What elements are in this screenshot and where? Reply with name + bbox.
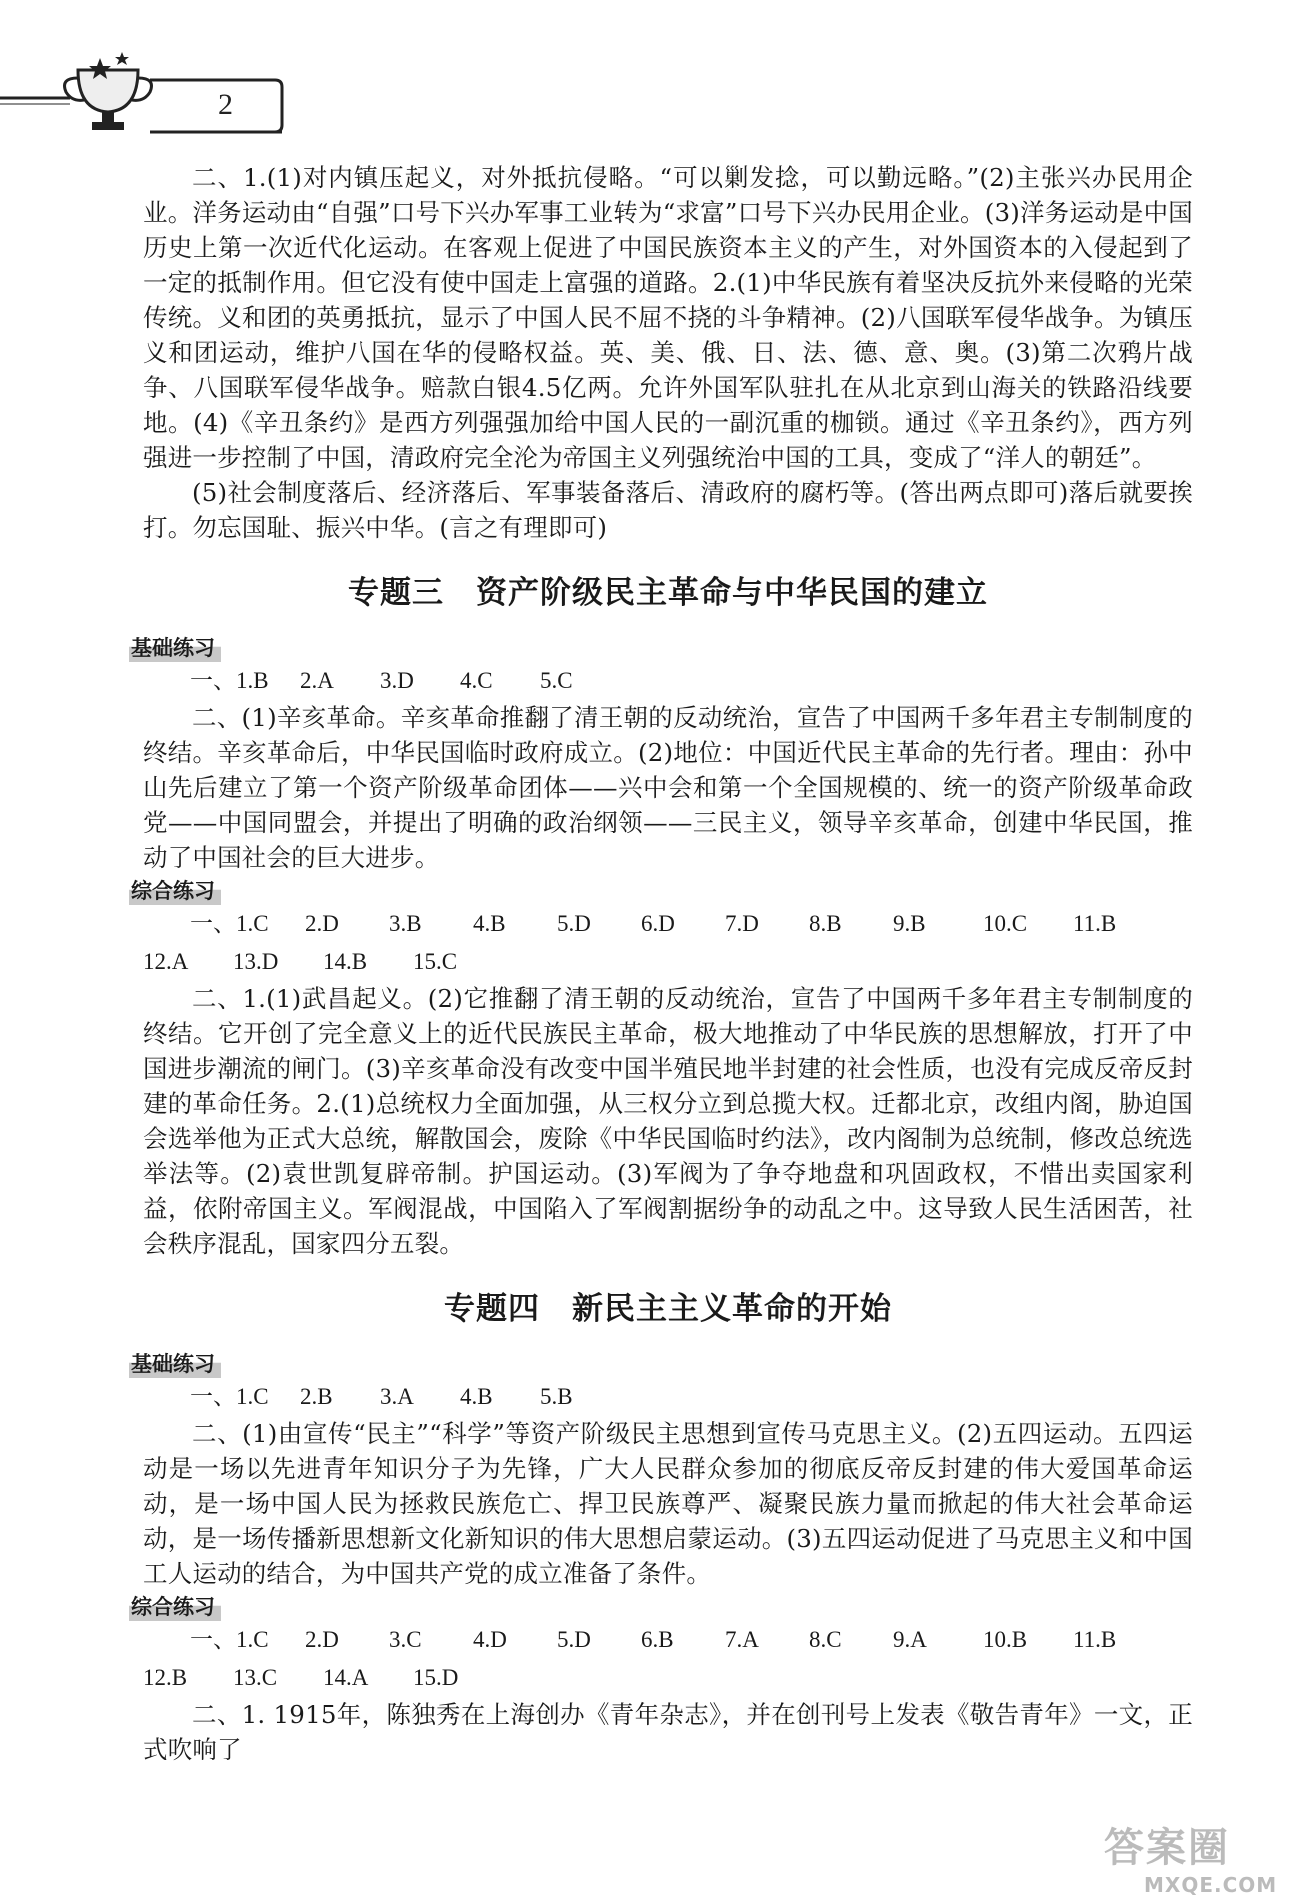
answer-item: 一、1.C [190,911,269,936]
basic-practice-label: 基础练习 [129,1350,221,1378]
answer-row [143,905,1193,943]
comprehensive-practice-label: 综合练习 [129,877,221,905]
answer-item: 3.B [389,911,422,936]
answer-item: 7.D [725,911,759,936]
answer-item: 12.A [143,949,189,974]
answer-item: 8.B [809,911,842,936]
watermark-url: MXQE.COM [1144,1873,1278,1897]
answer-item: 13.D [233,949,279,974]
trophy-header-graphic [0,0,1294,140]
answer-item: 2.D [305,911,339,936]
answer-item: 5.D [557,911,591,936]
answer-item: 3.A [380,1384,414,1409]
answer-item: 12.B [143,1665,188,1690]
section-title-4: 专题四 新民主主义革命的开始 [444,1291,892,1327]
answer-item: 5.B [540,1384,573,1409]
answer-item: 10.C [983,911,1028,936]
page-header [0,0,1294,140]
answer-item: 4.B [460,1384,493,1409]
comprehensive-practice-label: 综合练习 [129,1593,221,1621]
paragraph: 二、1. 1915年，陈独秀在上海创办《青年杂志》，并在创刊号上发表《敬告青年》一文，正式吹响了 [143,1700,1193,1764]
page-number: 2 [218,88,233,121]
answer-item: 10.B [983,1627,1028,1652]
paragraph: 二、1.(1)对内镇压起义，对外抵抗侵略。“可以剿发捻，可以勤远略。”(2)主张兴办民用企业。洋务运动由“自强”口号下兴办军事工业转为“求富”口号下兴办民用企业。(3)洋务运动是中国历史上第一次近代化运动。在客观上促进了中国民族资本主义的产生，对外国资本的入侵起到了一定的抵制作用。但它没有使中国走上富强的道路。2.(1)中华民族有着坚决反抗外来侵略的光荣传统。义和团的英勇抵抗，显示了中国人民不屈不挠的斗争精神。(2)八国联军侵华战争。为镇压义和团运动，维护八国在华的侵略权益。英、美、俄、日、法、德、意、奥。(3)第二次鸦片战争、八国联军侵华战争。赔款白银4.5亿两。允许外国军队驻扎在从北京到山海关的铁路沿线要地。(4)《辛丑条约》是西方列强强加给中国人民的一副沉重的枷锁。通过《辛丑条约》，西方列强进一步控制了中国，清政府完全沦为帝国主义列强统治中国的工具，变成了“洋人的朝廷”。 [143,163,1193,472]
answer-item: 15.D [413,1665,459,1690]
answer-item: 4.C [460,668,493,693]
answer-item: 5.D [557,1627,591,1652]
answer-item: 9.A [893,1627,927,1652]
answer-item: 2.D [305,1627,339,1652]
paragraph: 二、1.(1)武昌起义。(2)它推翻了清王朝的反动统治，宣告了中国两千多年君主专制制度的终结。它开创了完全意义上的近代民族民主革命，极大地推动了中华民族的思想解放，打开了中国进步潮流的闸门。(3)辛亥革命没有改变中国半殖民地半封建的社会性质，也没有完成反帝反封建的革命任务。2.(1)总统权力全面加强，从三权分立到总揽大权。迁都北京，改组内阁，胁迫国会选举他为正式大总统，解散国会，废除《中华民国临时约法》，改内阁制为总统制，修改总统选举法等。(2)袁世凯复辟帝制。护国运动。(3)军阀为了争夺地盘和巩固政权，不惜出卖国家利益，依附帝国主义。军阀混战，中国陷入了军阀割据纷争的动乱之中。这导致人民生活困苦，社会秩序混乱，国家四分五裂。 [143,984,1193,1258]
answer-item: 13.C [233,1665,278,1690]
paragraph: 二、(1)由宣传“民主”“科学”等资产阶级民主思想到宣传马克思主义。(2)五四运动。五四运动是一场以先进青年知识分子为先锋，广大人民群众参加的彻底反帝反封建的伟大爱国革命运动，是一场中国人民为拯救民族危亡、捍卫民族尊严、凝聚民族力量而掀起的伟大社会革命运动，是一场传播新思想新文化新知识的伟大思想启蒙运动。(3)五四运动促进了马克思主义和中国工人运动的结合，为中国共产党的成立准备了条件。 [143,1419,1193,1588]
answer-item: 2.A [300,668,334,693]
basic-practice-label: 基础练习 [129,634,221,662]
answer-row [143,1659,1193,1697]
answer-item: 14.B [323,949,368,974]
answer-item: 11.B [1073,1627,1117,1652]
answer-item: 6.B [641,1627,674,1652]
answer-item: 4.B [473,911,506,936]
answer-item: 2.B [300,1384,333,1409]
site-watermark [1104,1816,1284,1897]
answer-item: 3.C [389,1627,422,1652]
answer-item: 一、1.B [190,668,269,693]
watermark-logo-text: 答案圈 [1104,1825,1230,1871]
answer-row [143,1378,1193,1416]
answer-item: 4.D [473,1627,507,1652]
answer-item: 11.B [1073,911,1117,936]
answer-content [131,160,1193,1767]
answer-item: 一、1.C [190,1627,269,1652]
answer-item: 14.A [323,1665,369,1690]
answer-item: 9.B [893,911,926,936]
answer-row [143,943,1193,981]
answer-item: 8.C [809,1627,842,1652]
answer-item: 15.C [413,949,458,974]
section-title-3: 专题三 资产阶级民主革命与中华民国的建立 [348,575,988,611]
answer-row [143,662,1193,700]
answer-item: 7.A [725,1627,759,1652]
answer-item: 6.D [641,911,675,936]
answer-item: 5.C [540,668,573,693]
answer-item: 3.D [380,668,414,693]
paragraph: (5)社会制度落后、经济落后、军事装备落后、清政府的腐朽等。(答出两点即可)落后就要挨打。勿忘国耻、振兴中华。(言之有理即可) [143,478,1193,542]
trophy-icon [65,52,152,130]
answer-item: 一、1.C [190,1384,269,1409]
paragraph: 二、(1)辛亥革命。辛亥革命推翻了清王朝的反动统治，宣告了中国两千多年君主专制制度的终结。辛亥革命后，中华民国临时政府成立。(2)地位：中国近代民主革命的先行者。理由：孙中山先后建立了第一个资产阶级革命团体——兴中会和第一个全国规模的、统一的资产阶级革命政党——中国同盟会，并提出了明确的政治纲领——三民主义，领导辛亥革命，创建中华民国，推动了中国社会的巨大进步。 [143,703,1193,872]
answer-row [143,1621,1193,1659]
